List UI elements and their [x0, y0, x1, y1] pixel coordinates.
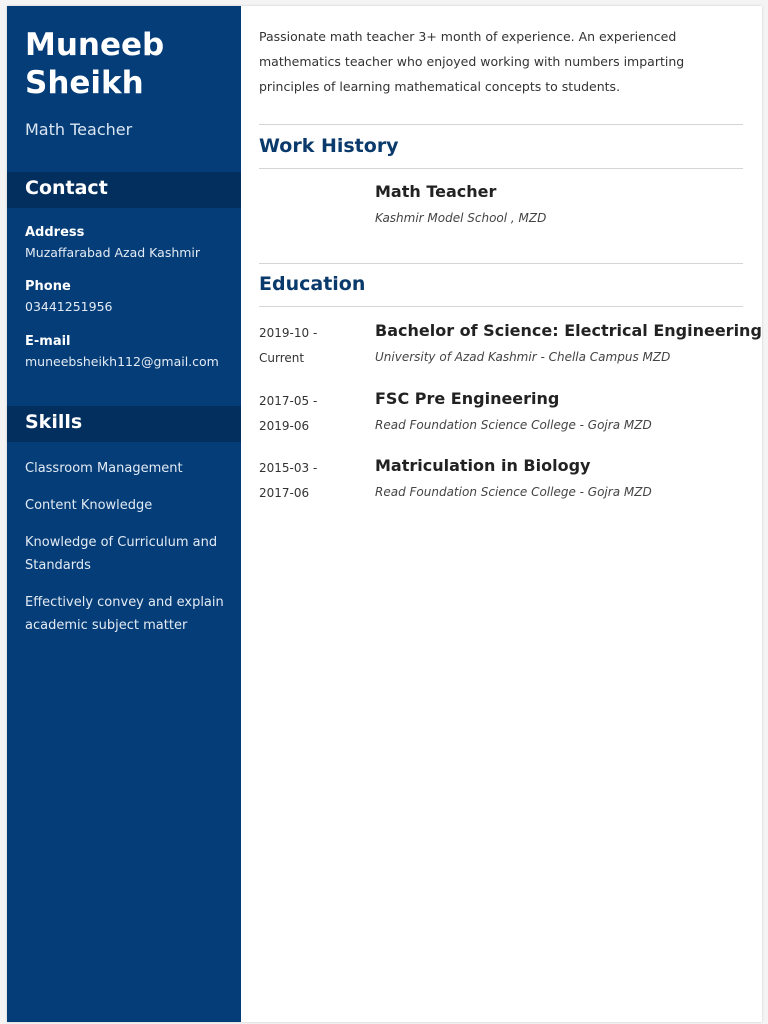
education-institution: Read Foundation Science College - Gojra MZD	[375, 418, 652, 432]
education-start-date: 2017-05 -	[259, 394, 318, 408]
skills-heading: Skills	[25, 411, 83, 433]
address-value: Muzaffarabad Azad Kashmir	[25, 245, 201, 260]
contact-phone	[25, 277, 235, 317]
education-degree: FSC Pre Engineering	[375, 389, 560, 408]
skill-item: Content Knowledge	[25, 498, 153, 513]
skill-item: Classroom Management	[25, 461, 183, 476]
education-degree: Bachelor of Science: Electrical Engineering	[375, 321, 762, 340]
phone-label: Phone	[25, 279, 71, 294]
contact-section-bar	[7, 172, 241, 208]
divider	[259, 124, 743, 125]
work-entry-title: Math Teacher	[375, 182, 497, 201]
skill-item: Knowledge of Curriculum and Standards	[25, 535, 218, 573]
main-content	[259, 6, 762, 1022]
contact-address	[25, 223, 235, 263]
education-end-date: 2019-06	[259, 419, 310, 433]
education-start-date: 2015-03 -	[259, 461, 318, 475]
phone-value: 03441251956	[25, 299, 113, 314]
work-entry	[259, 182, 743, 232]
divider	[259, 263, 743, 264]
skill-item: Effectively convey and explain academic subject matter	[25, 595, 224, 633]
contact-heading: Contact	[25, 177, 108, 199]
email-value: muneebsheikh112@gmail.com	[25, 354, 219, 369]
work-history-heading: Work History	[259, 135, 399, 157]
education-entry	[259, 321, 762, 371]
professional-summary: Passionate math teacher 3+ month of experience. An experienced mathematics teacher who enjoyed working with numbers imparting principles of learning mathematical concepts to students.	[259, 29, 685, 94]
education-dates	[259, 456, 359, 506]
education-dates	[259, 389, 359, 439]
education-end-date: Current	[259, 351, 305, 365]
education-heading: Education	[259, 273, 366, 295]
divider	[259, 168, 743, 169]
sidebar	[7, 6, 241, 1022]
education-dates	[259, 321, 359, 371]
resume-page	[7, 6, 762, 1022]
education-institution: University of Azad Kashmir - Chella Campus MZD	[375, 350, 671, 364]
candidate-name: Muneeb Sheikh	[25, 27, 165, 101]
candidate-title: Math Teacher	[25, 120, 133, 139]
education-institution: Read Foundation Science College - Gojra MZD	[375, 485, 652, 499]
education-entry	[259, 456, 743, 506]
divider	[259, 306, 743, 307]
contact-email	[25, 332, 235, 372]
education-end-date: 2017-06	[259, 486, 310, 500]
education-degree: Matriculation in Biology	[375, 456, 591, 475]
skills-list	[25, 457, 225, 651]
work-entry-place: Kashmir Model School , MZD	[375, 211, 547, 225]
address-label: Address	[25, 225, 85, 240]
skills-section-bar	[7, 406, 241, 442]
education-entry	[259, 389, 743, 439]
email-label: E-mail	[25, 334, 71, 349]
education-start-date: 2019-10 -	[259, 326, 318, 340]
